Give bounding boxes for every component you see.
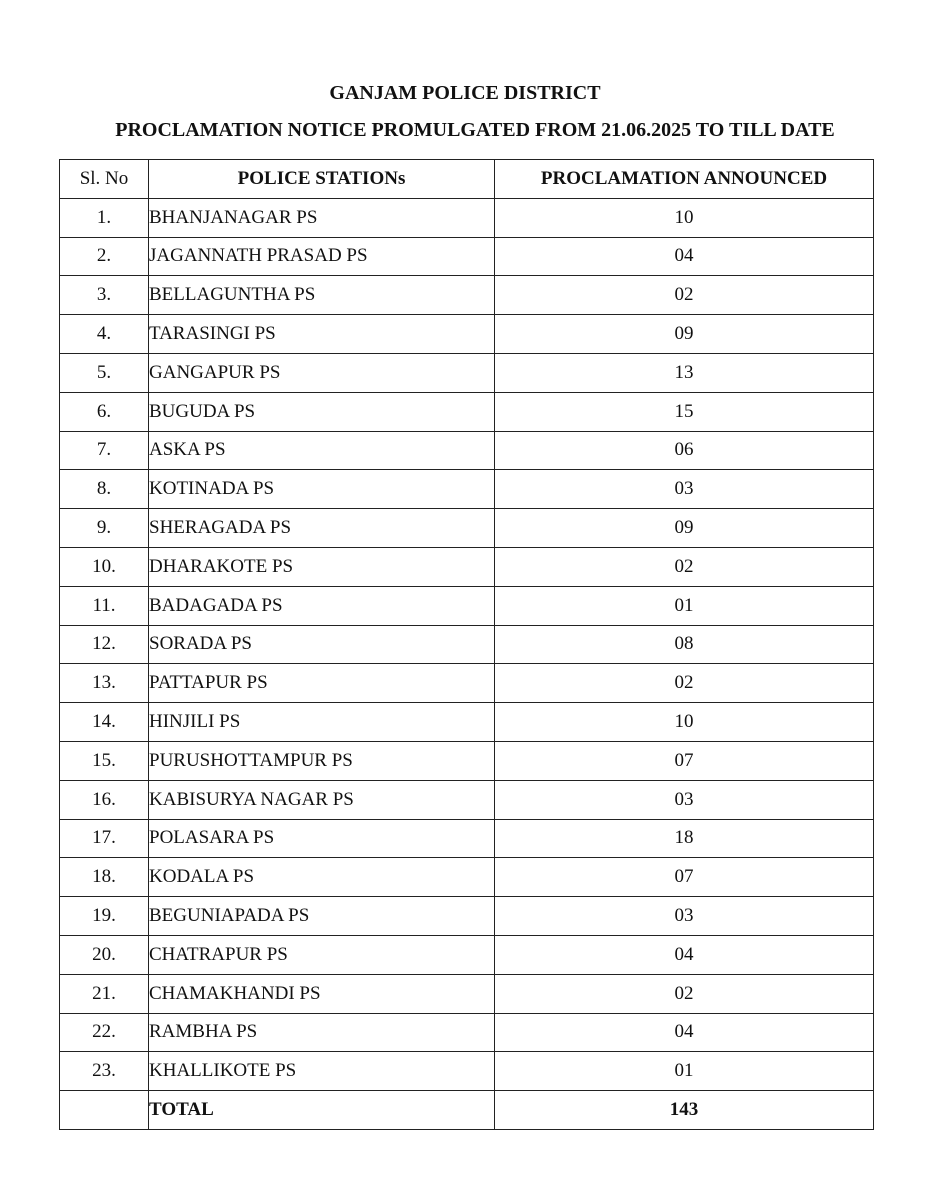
column-header-sl-no: Sl. No: [60, 160, 149, 199]
table-row: [60, 315, 874, 354]
table-row: [60, 819, 874, 858]
count-cell: 03: [495, 897, 874, 936]
table-row: [60, 780, 874, 819]
table-header-row: [60, 160, 874, 199]
count-cell: 09: [495, 315, 874, 354]
count-cell: 02: [495, 276, 874, 315]
count-cell: 07: [495, 858, 874, 897]
count-cell: 07: [495, 741, 874, 780]
sl-cell: 10.: [60, 547, 149, 586]
station-cell: HINJILI PS: [149, 703, 495, 742]
station-cell: KODALA PS: [149, 858, 495, 897]
table-row: [60, 703, 874, 742]
station-cell: CHATRAPUR PS: [149, 935, 495, 974]
sl-cell: 21.: [60, 974, 149, 1013]
column-header-police-stations: POLICE STATIONs: [149, 160, 495, 199]
station-cell: CHAMAKHANDI PS: [149, 974, 495, 1013]
station-cell: BADAGADA PS: [149, 586, 495, 625]
table-row: [60, 625, 874, 664]
count-cell: 02: [495, 547, 874, 586]
count-cell: 18: [495, 819, 874, 858]
count-cell: 13: [495, 353, 874, 392]
sl-cell: 6.: [60, 392, 149, 431]
station-cell: SORADA PS: [149, 625, 495, 664]
count-cell: 08: [495, 625, 874, 664]
count-cell: 06: [495, 431, 874, 470]
sl-cell: 3.: [60, 276, 149, 315]
column-header-proclamation-announced: PROCLAMATION ANNOUNCED: [495, 160, 874, 199]
total-label: TOTAL: [149, 1091, 495, 1130]
table-row: [60, 1052, 874, 1091]
station-cell: TARASINGI PS: [149, 315, 495, 354]
sl-cell: 16.: [60, 780, 149, 819]
table-row: [60, 858, 874, 897]
table-row: [60, 198, 874, 237]
station-cell: KHALLIKOTE PS: [149, 1052, 495, 1091]
table-body: [60, 198, 874, 1090]
sl-cell: 17.: [60, 819, 149, 858]
station-cell: KABISURYA NAGAR PS: [149, 780, 495, 819]
station-cell: ASKA PS: [149, 431, 495, 470]
count-cell: 02: [495, 974, 874, 1013]
table-row: [60, 276, 874, 315]
station-cell: KOTINADA PS: [149, 470, 495, 509]
sl-cell: 2.: [60, 237, 149, 276]
station-cell: BELLAGUNTHA PS: [149, 276, 495, 315]
total-value: 143: [495, 1091, 874, 1130]
station-cell: JAGANNATH PRASAD PS: [149, 237, 495, 276]
table-row: [60, 586, 874, 625]
count-cell: 03: [495, 470, 874, 509]
sl-cell: 8.: [60, 470, 149, 509]
station-cell: BEGUNIAPADA PS: [149, 897, 495, 936]
station-cell: PATTAPUR PS: [149, 664, 495, 703]
count-cell: 02: [495, 664, 874, 703]
notice-title: PROCLAMATION NOTICE PROMULGATED FROM 21.06.2025 TO TILL DATE: [115, 119, 835, 141]
table-row: [60, 392, 874, 431]
table-row: [60, 897, 874, 936]
total-row: [60, 1091, 874, 1130]
table-row: [60, 935, 874, 974]
sl-cell: 15.: [60, 741, 149, 780]
total-sl-cell: [60, 1091, 149, 1130]
station-cell: SHERAGADA PS: [149, 509, 495, 548]
sl-cell: 19.: [60, 897, 149, 936]
count-cell: 03: [495, 780, 874, 819]
table-row: [60, 470, 874, 509]
station-cell: PURUSHOTTAMPUR PS: [149, 741, 495, 780]
sl-cell: 12.: [60, 625, 149, 664]
table-row: [60, 1013, 874, 1052]
count-cell: 04: [495, 1013, 874, 1052]
sl-cell: 22.: [60, 1013, 149, 1052]
sl-cell: 7.: [60, 431, 149, 470]
sl-cell: 1.: [60, 198, 149, 237]
sl-cell: 9.: [60, 509, 149, 548]
table-row: [60, 974, 874, 1013]
sl-cell: 20.: [60, 935, 149, 974]
table-row: [60, 353, 874, 392]
count-cell: 01: [495, 1052, 874, 1091]
station-cell: GANGAPUR PS: [149, 353, 495, 392]
sl-cell: 18.: [60, 858, 149, 897]
table-row: [60, 431, 874, 470]
count-cell: 04: [495, 237, 874, 276]
station-cell: BUGUDA PS: [149, 392, 495, 431]
count-cell: 10: [495, 703, 874, 742]
table-row: [60, 509, 874, 548]
count-cell: 15: [495, 392, 874, 431]
sl-cell: 11.: [60, 586, 149, 625]
proclamation-table: [59, 159, 874, 1130]
count-cell: 01: [495, 586, 874, 625]
sl-cell: 14.: [60, 703, 149, 742]
table-row: [60, 547, 874, 586]
count-cell: 10: [495, 198, 874, 237]
count-cell: 09: [495, 509, 874, 548]
table-row: [60, 664, 874, 703]
sl-cell: 5.: [60, 353, 149, 392]
sl-cell: 4.: [60, 315, 149, 354]
station-cell: DHARAKOTE PS: [149, 547, 495, 586]
table-row: [60, 237, 874, 276]
station-cell: POLASARA PS: [149, 819, 495, 858]
sl-cell: 13.: [60, 664, 149, 703]
station-cell: RAMBHA PS: [149, 1013, 495, 1052]
sl-cell: 23.: [60, 1052, 149, 1091]
district-title: GANJAM POLICE DISTRICT: [329, 82, 601, 104]
table-row: [60, 741, 874, 780]
station-cell: BHANJANAGAR PS: [149, 198, 495, 237]
count-cell: 04: [495, 935, 874, 974]
